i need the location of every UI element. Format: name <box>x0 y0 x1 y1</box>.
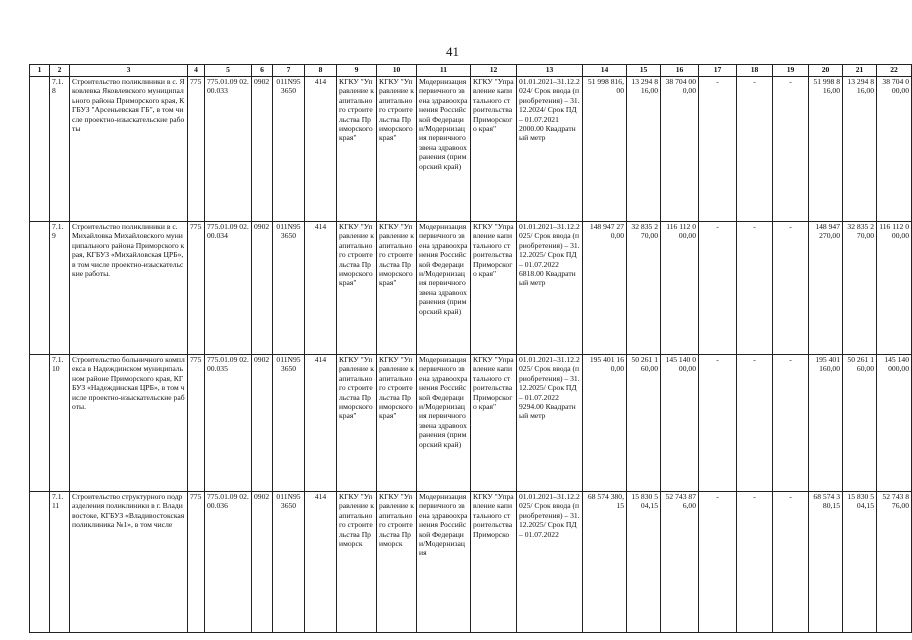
cell-col18: - <box>737 77 773 222</box>
cell-col7: 011N95 3650 <box>273 222 305 355</box>
header-cell: 9 <box>337 65 377 77</box>
cell-col22: 116 112 000,00 <box>877 222 912 355</box>
header-cell: 13 <box>517 65 583 77</box>
cell-col6: 0902 <box>252 77 273 222</box>
cell-col9: КГКУ "Управление капитального строительства Приморского края" <box>337 222 377 355</box>
cell-col8: 414 <box>305 355 337 492</box>
cell-col13: 01.01.2021–31.12.2025/ Срок ввода (приобретения) – 31.12.2025/ Срок ПД – 01.07.2022 <box>517 492 583 633</box>
cell-col16: 116 112 000,00 <box>661 222 699 355</box>
cell-col17: - <box>699 222 737 355</box>
table-row <box>30 355 912 492</box>
cell-col22: 145 140 000,00 <box>877 355 912 492</box>
cell-col12: КГКУ "Управление капитального строительства Приморского края" <box>471 222 517 355</box>
cell-col6: 0902 <box>252 355 273 492</box>
cell-object-name: Строительство поликлиники в с. Яковлевка Яковлевского муниципального района Приморского края, КГБУЗ "Арсеньевская ГБ", в том числе проектно-изыскательские работы <box>70 77 188 222</box>
cell-col20: 68 574 380,15 <box>809 492 843 633</box>
header-cell: 16 <box>661 65 699 77</box>
cell-col14: 68 574 380,15 <box>583 492 627 633</box>
cell-col16: 145 140 000,00 <box>661 355 699 492</box>
cell-col8: 414 <box>305 77 337 222</box>
cell-col11: Модернизация первичного звена здравоохранения Российской Федерации/Модернизация первичного звена здравоохранения (приморский край) <box>417 222 471 355</box>
cell-col7: 011N95 3650 <box>273 492 305 633</box>
cell-object-name: Строительство структурного подразделения поликлиники в г. Владивостоке, КГБУЗ «Владивостокская поликлиника №1», в том числе <box>70 492 188 633</box>
cell-col15: 50 261 160,00 <box>627 355 661 492</box>
cell-col18: - <box>737 492 773 633</box>
cell-col8: 414 <box>305 222 337 355</box>
table-row <box>30 77 912 222</box>
cell-col21: 32 835 270,00 <box>843 222 877 355</box>
table-row <box>30 222 912 355</box>
cell-item-number: 7.1.8 <box>50 77 70 222</box>
cell-col6: 0902 <box>252 222 273 355</box>
cell-col10: КГКУ "Управление капитального строительства Приморск <box>377 492 417 633</box>
cell-col4: 775 <box>188 77 205 222</box>
cell-col19: - <box>773 355 809 492</box>
cell-col11: Модернизация первичного звена здравоохранения Российской Федерации/Модернизация <box>417 492 471 633</box>
cell-col5: 775.01.09 02.00.035 <box>205 355 252 492</box>
cell-col4: 775 <box>188 492 205 633</box>
cell-col15: 13 294 816,00 <box>627 77 661 222</box>
header-cell: 10 <box>377 65 417 77</box>
cell-col20: 148 947 270,00 <box>809 222 843 355</box>
header-cell: 3 <box>70 65 188 77</box>
cell-col9: КГКУ "Управление капитального строительства Приморского края" <box>337 77 377 222</box>
cell-col12: КГКУ "Управление капитального строительства Приморского края" <box>471 77 517 222</box>
cell-col14: 148 947 270,00 <box>583 222 627 355</box>
header-cell: 1 <box>30 65 50 77</box>
header-cell: 8 <box>305 65 337 77</box>
header-cell: 7 <box>273 65 305 77</box>
cell-col10: КГКУ "Управление капитального строительства Приморского края" <box>377 355 417 492</box>
cell-item-number: 7.1.11 <box>50 492 70 633</box>
cell-col19: - <box>773 222 809 355</box>
cell-col6: 0902 <box>252 492 273 633</box>
header-cell: 19 <box>773 65 809 77</box>
cell-col21: 50 261 160,00 <box>843 355 877 492</box>
header-cell: 4 <box>188 65 205 77</box>
cell-col12: КГКУ "Управление капитального строительства Приморско <box>471 492 517 633</box>
header-cell: 22 <box>877 65 912 77</box>
cell-col7: 011N95 3650 <box>273 355 305 492</box>
header-cell: 20 <box>809 65 843 77</box>
cell-col15: 15 830 504,15 <box>627 492 661 633</box>
cell-item-number: 7.1.10 <box>50 355 70 492</box>
cell-item-number: 7.1.9 <box>50 222 70 355</box>
header-cell: 5 <box>205 65 252 77</box>
cell-col18: - <box>737 355 773 492</box>
cell-col14: 51 998 816,00 <box>583 77 627 222</box>
cell-col13: 01.01.2021–31.12.2024/ Срок ввода (приобретения) – 31.12.2024/ Срок ПД – 01.07.2021 2000.00 Квадратный метр <box>517 77 583 222</box>
cell-col5: 775.01.09 02.00.034 <box>205 222 252 355</box>
header-cell: 2 <box>50 65 70 77</box>
cell-col4: 775 <box>188 355 205 492</box>
cell-col15: 32 835 270,00 <box>627 222 661 355</box>
cell-col21: 15 830 504,15 <box>843 492 877 633</box>
header-cell: 15 <box>627 65 661 77</box>
cell-col17: - <box>699 492 737 633</box>
cell-col16: 52 743 876,00 <box>661 492 699 633</box>
cell-col11: Модернизация первичного звена здравоохранения Российской Федерации/Модернизация первичного звена здравоохранения (приморский край) <box>417 355 471 492</box>
header-cell: 18 <box>737 65 773 77</box>
cell-col1 <box>30 355 50 492</box>
header-cell: 14 <box>583 65 627 77</box>
cell-col10: КГКУ "Управление капитального строительства Приморского края" <box>377 222 417 355</box>
cell-col16: 38 704 000,00 <box>661 77 699 222</box>
header-cell: 21 <box>843 65 877 77</box>
cell-col14: 195 401 160,00 <box>583 355 627 492</box>
cell-col9: КГКУ "Управление капитального строительства Приморского края" <box>337 355 377 492</box>
cell-col17: - <box>699 77 737 222</box>
cell-object-name: Строительство больничного комплекса в Надеждинском муниципальном районе Приморского края, КГБУЗ «Надеждинская ЦРБ», в том числе проектно-изыскательские работы. <box>70 355 188 492</box>
investment-objects-table <box>29 64 912 633</box>
cell-col4: 775 <box>188 222 205 355</box>
cell-col11: Модернизация первичного звена здравоохранения Российской Федерации/Модернизация первичного звена здравоохранения (приморский край) <box>417 77 471 222</box>
cell-col19: - <box>773 492 809 633</box>
cell-col20: 51 998 816,00 <box>809 77 843 222</box>
cell-col13: 01.01.2021–31.12.2025/ Срок ввода (приобретения) – 31.12.2025/ Срок ПД – 01.07.2022 6818.00 Квадратный метр <box>517 222 583 355</box>
cell-col20: 195 401 160,00 <box>809 355 843 492</box>
header-cell: 12 <box>471 65 517 77</box>
header-cell: 6 <box>252 65 273 77</box>
cell-col22: 52 743 876,00 <box>877 492 912 633</box>
cell-col10: КГКУ "Управление капитального строительства Приморского края" <box>377 77 417 222</box>
cell-col5: 775.01.09 02.00.036 <box>205 492 252 633</box>
header-cell: 17 <box>699 65 737 77</box>
cell-col1 <box>30 77 50 222</box>
cell-col1 <box>30 492 50 633</box>
cell-col19: - <box>773 77 809 222</box>
cell-col9: КГКУ "Управление капитального строительства Приморск <box>337 492 377 633</box>
cell-object-name: Строительство поликлиники в с. Михайловка Михайловского муниципального района Приморского края, КГБУЗ «Михайловская ЦРБ», в том числе проектно-изыскательские работы. <box>70 222 188 355</box>
table-row <box>30 492 912 633</box>
page-number: 41 <box>446 44 459 59</box>
cell-col1 <box>30 222 50 355</box>
header-row <box>30 65 912 77</box>
cell-col8: 414 <box>305 492 337 633</box>
cell-col12: КГКУ "Управление капитального строительства Приморского края" <box>471 355 517 492</box>
cell-col21: 13 294 816,00 <box>843 77 877 222</box>
cell-col17: - <box>699 355 737 492</box>
cell-col18: - <box>737 222 773 355</box>
cell-col22: 38 704 000,00 <box>877 77 912 222</box>
cell-col13: 01.01.2021–31.12.2025/ Срок ввода (приобретения) – 31.12.2025/ Срок ПД – 01.07.2022 9294.00 Квадратный метр <box>517 355 583 492</box>
cell-col7: 011N95 3650 <box>273 77 305 222</box>
table-wrapper <box>29 64 909 640</box>
cell-col5: 775.01.09 02.00.033 <box>205 77 252 222</box>
header-cell: 11 <box>417 65 471 77</box>
